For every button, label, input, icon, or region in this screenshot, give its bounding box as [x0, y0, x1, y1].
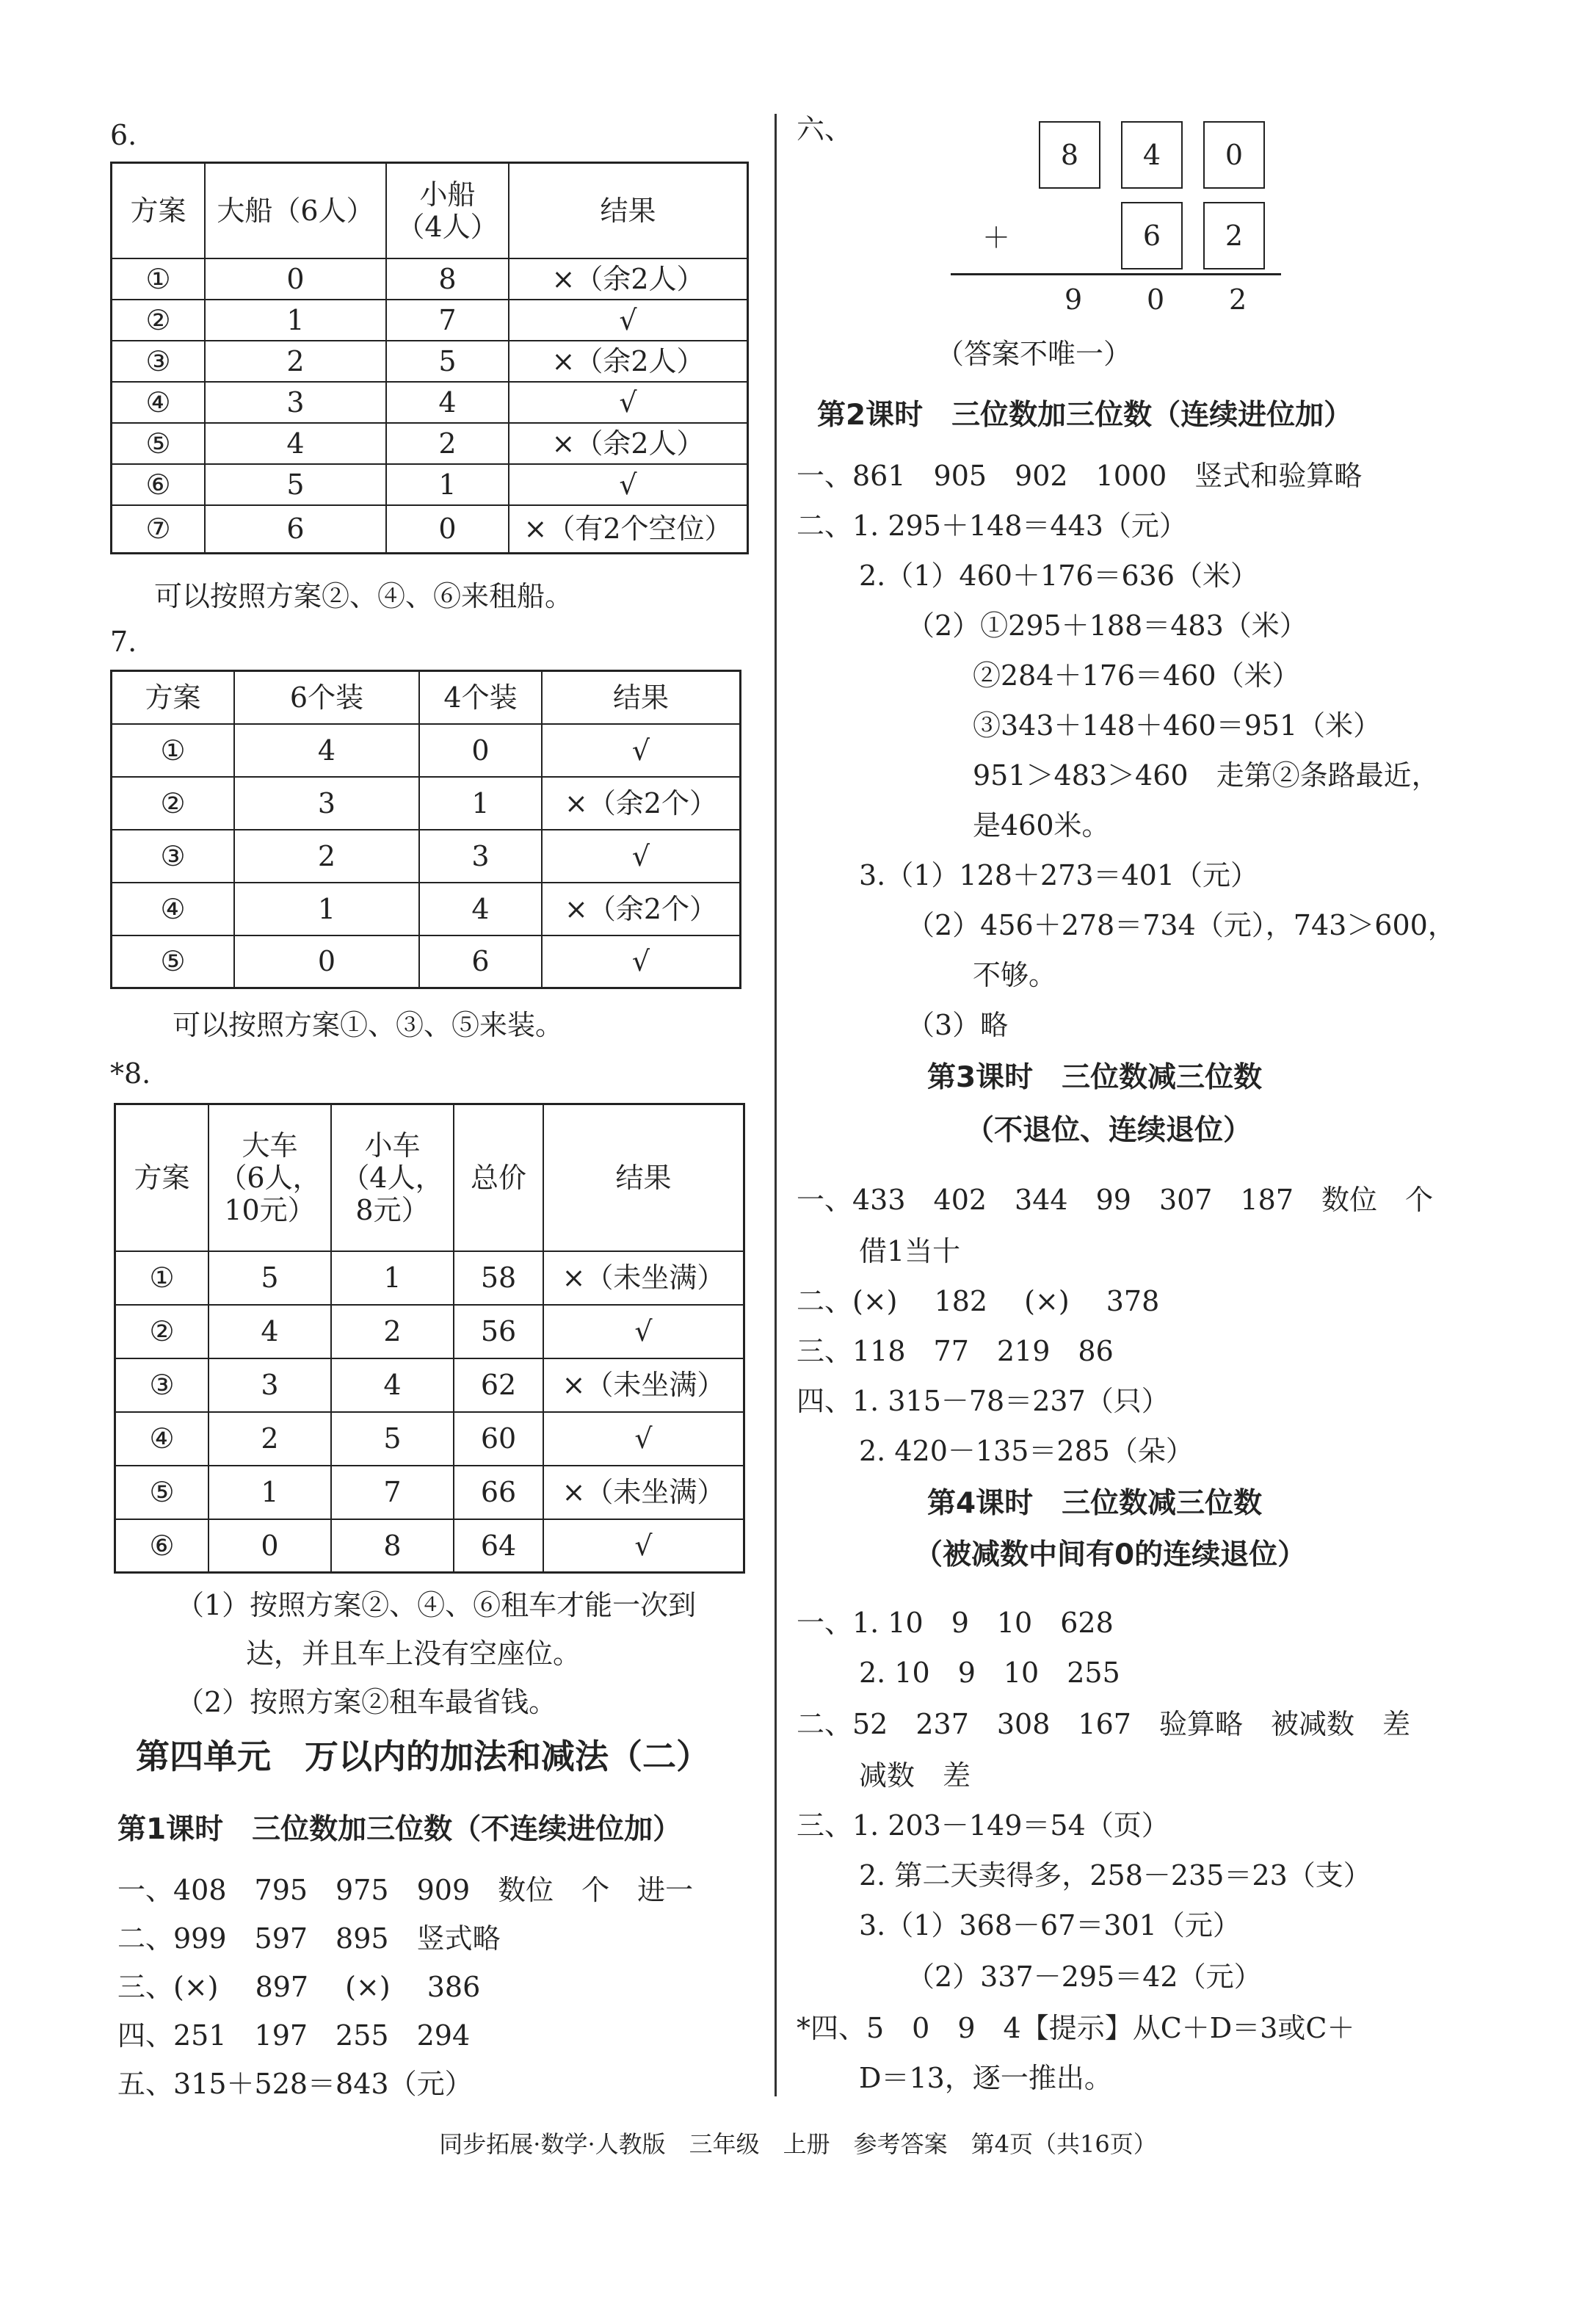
- answer-line: 一、433 402 344 99 307 187 数位 个: [797, 1184, 1434, 1216]
- table-cell: 0: [419, 724, 542, 777]
- lesson3-subtitle: （不退位、连续退位）: [965, 1114, 1252, 1147]
- answer-line: 2. 第二天卖得多，258－235＝23（支）: [859, 1859, 1371, 1892]
- table-cell: ×（余2人）: [509, 258, 748, 300]
- answer-line: 2.（1）460＋176＝636（米）: [859, 560, 1259, 592]
- page-footer: 同步拓展·数学·人教版 三年级 上册 参考答案 第4页（共16页）: [439, 2130, 1157, 2158]
- table-cell: ②: [112, 300, 206, 341]
- table-cell: ⑤: [112, 423, 206, 464]
- table-row: [112, 341, 748, 382]
- table-cell: √: [509, 300, 748, 341]
- lesson1-line: 二、999 597 895 竖式略: [117, 1922, 501, 1955]
- answer-line: 二、1. 295＋148＝443（元）: [797, 510, 1187, 542]
- answer-line: 一、1. 10 9 10 628: [797, 1607, 1114, 1639]
- table-cell: 56: [454, 1305, 543, 1358]
- answer-line: ②284＋176＝460（米）: [973, 659, 1300, 692]
- q8-header: 小车 （4人， 8元）: [331, 1104, 454, 1251]
- table-cell: 66: [454, 1466, 543, 1519]
- q7-table: [110, 670, 741, 989]
- table-row: [112, 777, 741, 830]
- table-cell: 4: [419, 883, 542, 935]
- table-cell: 6: [205, 505, 386, 554]
- answer-line: 不够。: [973, 959, 1057, 991]
- answer-line: 951＞483＞460 走第②条路最近，: [973, 759, 1440, 792]
- digit-box: 0: [1203, 121, 1265, 189]
- table-cell: √: [542, 724, 741, 777]
- q8-note1b: 达，并且车上没有空座位。: [246, 1637, 581, 1670]
- table-row: [115, 1412, 744, 1466]
- q8-table: [114, 1103, 745, 1574]
- table-cell: 60: [454, 1412, 543, 1466]
- table-cell: √: [542, 935, 741, 988]
- table-row: [112, 724, 741, 777]
- table-cell: 3: [419, 830, 542, 883]
- table-row: [115, 1251, 744, 1305]
- table-cell: ④: [115, 1412, 209, 1466]
- q6-number: 6.: [110, 119, 137, 151]
- table-cell: ①: [112, 258, 206, 300]
- table-cell: 2: [386, 423, 509, 464]
- answer-line: 是460米。: [973, 809, 1110, 841]
- table-row: [115, 1358, 744, 1412]
- table-row: [112, 830, 741, 883]
- table-cell: 8: [386, 258, 509, 300]
- table-cell: ×（余2个）: [542, 777, 741, 830]
- plus-sign: ＋: [982, 222, 1011, 254]
- result-digit: 9: [1064, 283, 1083, 316]
- lesson1-title: 第1课时 三位数加三位数（不连续进位加）: [117, 1813, 682, 1846]
- table-cell: 2: [205, 341, 386, 382]
- table-cell: ⑤: [115, 1466, 209, 1519]
- table-cell: √: [543, 1412, 744, 1466]
- lesson4-title: 第4课时 三位数减三位数: [927, 1487, 1263, 1520]
- table-cell: 0: [205, 258, 386, 300]
- answer-line: 3.（1）128＋273＝401（元）: [859, 859, 1259, 891]
- table-row: [112, 300, 748, 341]
- q7-header: 4个装: [419, 671, 542, 724]
- lesson2-title: 第2课时 三位数加三位数（连续进位加）: [817, 399, 1353, 432]
- lesson1-line: 三、(×) 897 (×) 386: [117, 1971, 481, 2003]
- q7-header: 结果: [542, 671, 741, 724]
- table-cell: 62: [454, 1358, 543, 1412]
- six-note: （答案不唯一）: [936, 338, 1132, 370]
- sum-line: [951, 273, 1281, 275]
- answer-line: D＝13，逐一推出。: [859, 2062, 1112, 2094]
- answer-line: 借1当十: [859, 1235, 961, 1267]
- table-cell: 4: [208, 1305, 331, 1358]
- six-label: 六、: [797, 113, 853, 145]
- q8-number: *8.: [110, 1057, 151, 1090]
- table-row: [112, 464, 748, 505]
- table-cell: 3: [205, 382, 386, 423]
- table-cell: 5: [386, 341, 509, 382]
- answer-line: 三、1. 203－149＝54（页）: [797, 1809, 1169, 1842]
- lesson1-line: 四、251 197 255 294: [117, 2019, 471, 2052]
- table-cell: 64: [454, 1519, 543, 1573]
- answer-line: 2. 420－135＝285（朵）: [859, 1435, 1194, 1467]
- table-cell: 7: [331, 1466, 454, 1519]
- table-cell: 5: [208, 1251, 331, 1305]
- table-cell: 2: [331, 1305, 454, 1358]
- table-cell: ①: [115, 1251, 209, 1305]
- q7-note: 可以按照方案①、③、⑤来装。: [173, 1009, 564, 1041]
- lesson1-line: 五、315＋528＝843（元）: [117, 2068, 473, 2100]
- table-row: [112, 935, 741, 988]
- table-row: [115, 1305, 744, 1358]
- lesson1-line: 一、408 795 975 909 数位 个 进一: [117, 1874, 694, 1906]
- unit-title: 第四单元 万以内的加法和减法（二）: [136, 1737, 710, 1776]
- table-row: [112, 258, 748, 300]
- answer-line: 一、861 905 902 1000 竖式和验算略: [797, 460, 1363, 492]
- q6-table: [110, 162, 749, 554]
- q6-header-line: （4人）: [396, 210, 498, 243]
- table-row: [112, 883, 741, 935]
- table-cell: 1: [386, 464, 509, 505]
- table-cell: ×（余2个）: [542, 883, 741, 935]
- table-cell: ⑥: [112, 464, 206, 505]
- answer-line: 3.（1）368－67＝301（元）: [859, 1909, 1241, 1941]
- answer-line: ③343＋148＋460＝951（米）: [973, 709, 1382, 742]
- table-cell: 7: [386, 300, 509, 341]
- column-divider: [775, 114, 777, 2096]
- table-cell: 4: [205, 423, 386, 464]
- q8-header: 方案: [115, 1104, 209, 1251]
- table-cell: ③: [112, 341, 206, 382]
- table-cell: 1: [205, 300, 386, 341]
- table-cell: 0: [208, 1519, 331, 1573]
- digit-box: 2: [1203, 202, 1265, 269]
- table-cell: 8: [331, 1519, 454, 1573]
- table-cell: 4: [234, 724, 419, 777]
- answer-line: （2）337－295＝42（元）: [907, 1961, 1262, 1993]
- table-cell: ①: [112, 724, 235, 777]
- digit-box: 8: [1039, 121, 1100, 189]
- q6-header: 大船（6人）: [205, 163, 386, 258]
- table-cell: 2: [208, 1412, 331, 1466]
- table-cell: 1: [234, 883, 419, 935]
- table-cell: √: [543, 1519, 744, 1573]
- answer-line: （3）略: [907, 1009, 1009, 1041]
- q8-header: 总价: [454, 1104, 543, 1251]
- table-cell: ④: [112, 382, 206, 423]
- table-cell: 4: [386, 382, 509, 423]
- table-cell: ③: [112, 830, 235, 883]
- q6-header-line: 小船: [419, 178, 476, 211]
- answer-line: 三、118 77 219 86: [797, 1335, 1114, 1367]
- q7-header: 方案: [112, 671, 235, 724]
- table-cell: ②: [115, 1305, 209, 1358]
- q8-note1a: （1）按照方案②、④、⑥租车才能一次到: [176, 1589, 697, 1621]
- table-cell: ⑦: [112, 505, 206, 554]
- q6-header: 结果: [509, 163, 748, 258]
- table-row: [112, 505, 748, 554]
- table-cell: ⑤: [112, 935, 235, 988]
- q6-header: [386, 163, 509, 258]
- table-cell: √: [542, 830, 741, 883]
- table-cell: ②: [112, 777, 235, 830]
- table-cell: 0: [386, 505, 509, 554]
- q7-number: 7.: [110, 626, 137, 658]
- table-cell: ×（余2人）: [509, 423, 748, 464]
- table-row: [112, 423, 748, 464]
- table-cell: ×（未坐满）: [543, 1251, 744, 1305]
- table-row: [112, 382, 748, 423]
- table-cell: 4: [331, 1358, 454, 1412]
- table-cell: 5: [205, 464, 386, 505]
- q7-header: 6个装: [234, 671, 419, 724]
- table-cell: √: [543, 1305, 744, 1358]
- answer-line: （2）456＋278＝734（元），743＞600，: [907, 909, 1456, 941]
- answer-line: 四、1. 315－78＝237（只）: [797, 1385, 1169, 1417]
- answer-line: 二、(×) 182 (×) 378: [797, 1285, 1160, 1317]
- answer-line: 2. 10 9 10 255: [859, 1657, 1120, 1689]
- digit-box: 6: [1121, 202, 1183, 269]
- table-cell: 5: [331, 1412, 454, 1466]
- table-cell: 3: [208, 1358, 331, 1412]
- q8-note2: （2）按照方案②租车最省钱。: [176, 1686, 557, 1718]
- table-cell: √: [509, 464, 748, 505]
- q8-header: 结果: [543, 1104, 744, 1251]
- q6-note: 可以按照方案②、④、⑥来租船。: [154, 580, 573, 612]
- result-digit: 2: [1229, 283, 1247, 316]
- result-digit: 0: [1147, 283, 1165, 316]
- table-cell: 2: [234, 830, 419, 883]
- table-cell: ×（未坐满）: [543, 1466, 744, 1519]
- table-row: [115, 1466, 744, 1519]
- table-cell: 58: [454, 1251, 543, 1305]
- q6-header: 方案: [112, 163, 206, 258]
- table-cell: ×（未坐满）: [543, 1358, 744, 1412]
- table-cell: 6: [419, 935, 542, 988]
- lesson4-subtitle: （被减数中间有0的连续退位）: [914, 1538, 1307, 1571]
- table-cell: ④: [112, 883, 235, 935]
- digit-box: 4: [1121, 121, 1183, 189]
- table-cell: ×（有2个空位）: [509, 505, 748, 554]
- answer-line: （2）①295＋188＝483（米）: [907, 609, 1307, 642]
- table-cell: 1: [208, 1466, 331, 1519]
- table-cell: ③: [115, 1358, 209, 1412]
- lesson3-title: 第3课时 三位数减三位数: [927, 1061, 1263, 1094]
- answer-line: 减数 差: [859, 1759, 971, 1792]
- table-cell: 3: [234, 777, 419, 830]
- answer-line: 二、52 237 308 167 验算略 被减数 差: [797, 1708, 1410, 1740]
- answer-line: *四、5 0 9 4【提示】从C＋D＝3或C＋: [797, 2012, 1355, 2044]
- table-cell: √: [509, 382, 748, 423]
- table-cell: ⑥: [115, 1519, 209, 1573]
- table-cell: ×（余2人）: [509, 341, 748, 382]
- table-row: [115, 1519, 744, 1573]
- table-cell: 1: [331, 1251, 454, 1305]
- table-cell: 1: [419, 777, 542, 830]
- table-cell: 0: [234, 935, 419, 988]
- q8-header: 大车 （6人， 10元）: [208, 1104, 331, 1251]
